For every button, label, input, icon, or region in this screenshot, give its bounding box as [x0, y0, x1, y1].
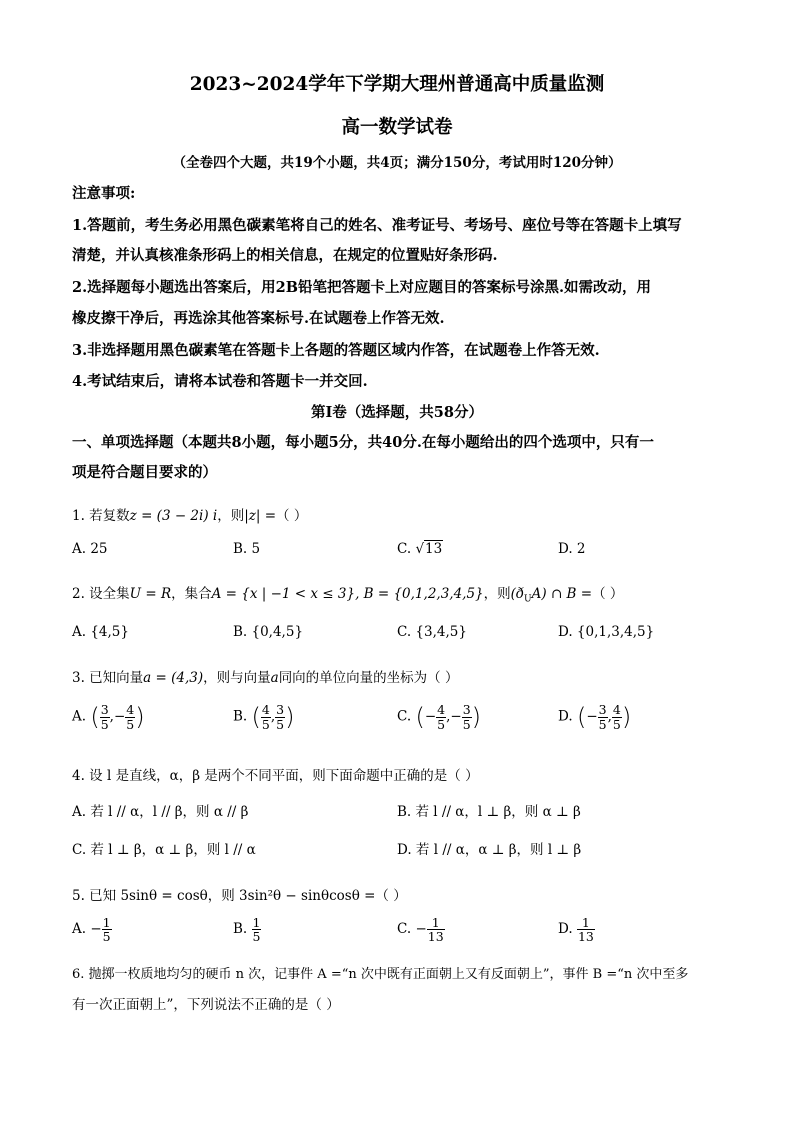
fraction [427, 916, 445, 943]
q5-option-a [72, 916, 112, 943]
numerator: 3 [462, 702, 471, 718]
numerator: 1 [427, 916, 445, 930]
fraction [275, 703, 285, 730]
denominator: 5 [462, 716, 471, 732]
q3-option-label: D. [558, 708, 573, 725]
q3-option-label: C. [397, 708, 412, 725]
q1-option-c-sqrt: 13 [425, 541, 443, 557]
numerator: 1 [252, 915, 261, 930]
q2-mid1: ，集合 [171, 586, 212, 602]
q2-option-c: C. {3,4,5} [397, 624, 467, 640]
q2-suffix: （ ） [592, 586, 624, 602]
q3-mid: ，则与向量 [203, 670, 271, 686]
section-heading: 一、单项选择题（本题共8小题，每小题5分，共40分.在每小题给出的四个选项中，只有一 [72, 434, 654, 451]
q3-option-label: A. [72, 708, 87, 725]
fraction [462, 703, 472, 730]
denominator: 13 [577, 929, 594, 945]
q3-sign: − [586, 708, 598, 725]
note-line: 橡皮擦干净后，再选涂其他答案标号.在试题卷上作答无效. [72, 310, 445, 327]
q4-option-d: D. 若 l // α，α ⊥ β，则 l ⊥ β [397, 842, 582, 858]
denominator: 5 [612, 716, 621, 732]
q1-option-b: B. 5 [233, 541, 261, 557]
note-line: 4.考试结束后，请将本试卷和答题卡一并交回. [72, 373, 368, 390]
q5-option-label: C. [397, 921, 412, 938]
note-line: 1.答题前，考生务必用黑色碳素笔将自己的姓名、准考证号、考场号、座位号等在答题卡上填写 [72, 217, 682, 234]
q5-option-label: A. [72, 921, 87, 938]
right-paren: ) [471, 703, 482, 731]
q1-option-c: C. √13 [397, 541, 443, 557]
question-6-cont: 有一次正面朝上”，下列说法不正确的是（ ） [72, 997, 340, 1013]
question-6: 6. 抛掷一枚质地均匀的硬币 n 次，记事件 A =“n 次中既有正面朝上又有反面朝上”，事件 B =“n 次中至多 [72, 967, 689, 982]
denominator: 13 [427, 929, 444, 945]
note-line: 清楚，并认真核准条形码上的相关信息，在规定的位置贴好条形码. [72, 247, 498, 264]
q1-option-d: D. 2 [558, 541, 586, 557]
q1-prefix: 1. 若复数 [72, 508, 130, 524]
numerator: 3 [100, 702, 109, 718]
numerator: 1 [577, 916, 595, 930]
fraction [100, 703, 110, 730]
q3-option-b: B. ( $\frac{4}{5}$ , $\frac{3}{5}$ ) [233, 702, 295, 732]
q4-option-a: A. 若 l // α，l // β，则 α // β [72, 804, 249, 820]
q5-option-c [397, 916, 445, 943]
q1-expr: z = (3 − 2i) i [129, 508, 218, 524]
numerator: 3 [276, 702, 285, 718]
fraction [252, 916, 262, 943]
q4-option-b: B. 若 l // α，l ⊥ β，则 α ⊥ β [397, 804, 581, 820]
q5-option-d [558, 916, 595, 943]
question-4: 4. 设 l 是直线，α，β 是两个不同平面，则下面命题中正确的是（ ） [72, 768, 479, 784]
numerator: 1 [102, 915, 111, 930]
fraction [261, 703, 271, 730]
question-2 [72, 582, 623, 605]
note-line: 2.选择题每小题选出答案后，用2B铅笔把答题卡上对应题目的答案标号涂黑.如需改动，用 [72, 279, 652, 296]
question-5: 5. 已知 5sinθ = cosθ，则 3sin²θ − sinθcosθ =（ ） [72, 888, 407, 904]
denominator: 5 [126, 716, 135, 732]
fraction [125, 703, 135, 730]
notes-heading: 注意事项: [72, 185, 136, 202]
q3-sign: − [113, 708, 126, 725]
denominator: 5 [100, 716, 109, 732]
numerator: 4 [261, 702, 270, 718]
denominator: 5 [252, 929, 261, 945]
q2-expr3-rest: A) ∩ B = [531, 586, 593, 602]
denominator: 5 [276, 716, 285, 732]
part-title: 第Ⅰ卷（选择题，共58分） [311, 404, 483, 421]
fraction [577, 916, 595, 943]
exam-title: 2023~2024学年下学期大理州普通高中质量监测 [189, 74, 605, 95]
q3-expr: a = (4,3) [143, 670, 204, 686]
q3-option-label: B. [233, 708, 248, 725]
q5-sign: − [90, 921, 102, 938]
q2-mid2: ，则 [483, 586, 511, 602]
exam-subtitle: 高一数学试卷 [341, 117, 453, 138]
q3-sign: − [424, 708, 437, 725]
q4-option-c: C. 若 l ⊥ β，α ⊥ β，则 l // α [72, 842, 256, 858]
left-paren: ( [90, 703, 100, 731]
q2-expr1: U = R [129, 586, 172, 602]
fraction [612, 703, 622, 730]
right-paren: ) [621, 703, 632, 731]
numerator: 3 [598, 702, 607, 718]
q2-expr2: A = {x | −1 < x ≤ 3}, B = {0,1,2,3,4,5} [211, 586, 484, 602]
q5-option-label: D. [558, 921, 573, 938]
right-paren: ) [135, 703, 145, 731]
q2-prefix: 2. 设全集 [72, 586, 130, 602]
q1-option-c-label: C. [397, 541, 416, 557]
q1-mid: ，则 [217, 508, 245, 524]
denominator: 5 [598, 716, 607, 732]
q1-suffix: （ ） [276, 508, 308, 524]
left-paren: ( [415, 703, 425, 731]
q2-option-d: D. {0,1,3,4,5} [558, 624, 655, 640]
q1-option-a: A. 25 [72, 541, 108, 557]
fraction [102, 916, 112, 943]
q3-expr2: a [270, 670, 279, 686]
numerator: 4 [437, 702, 446, 718]
q2-option-b: B. {0,4,5} [233, 624, 304, 640]
exam-info: （全卷四个大题，共19个小题，共4页；满分150分，考试用时120分钟） [172, 155, 622, 171]
q1-expr2: |z| = [244, 508, 277, 524]
left-paren: ( [251, 703, 261, 731]
numerator: 4 [612, 702, 621, 718]
fraction [598, 703, 608, 730]
q3-prefix: 3. 已知向量 [72, 670, 144, 686]
q3-suffix: 同向的单位向量的坐标为（ ） [278, 670, 459, 686]
q5-sign: − [415, 921, 427, 938]
numerator: 4 [126, 702, 135, 718]
q2-expr3-sub: U [524, 594, 532, 605]
q3-option-d: D. (− $\frac{3}{5}$ , $\frac{4}{5}$ ) [558, 702, 632, 732]
q2-option-a: A. {4,5} [72, 624, 129, 640]
note-line: 3.非选择题用黑色碳素笔在答题卡上各题的答题区域内作答，在试题卷上作答无效. [72, 342, 600, 359]
denominator: 5 [261, 716, 270, 732]
right-paren: ) [285, 703, 295, 731]
question-3 [72, 666, 458, 686]
q3-option-a: A. ( $\frac{3}{5}$ ,− $\frac{4}{5}$ ) [72, 702, 145, 732]
q3-option-c: C. (− $\frac{4}{5}$ ,− $\frac{3}{5}$ ) [397, 702, 482, 732]
q5-option-label: B. [233, 921, 248, 938]
left-paren: ( [576, 703, 587, 731]
denominator: 5 [437, 716, 446, 732]
q2-expr3: (ð [510, 586, 525, 602]
fraction [436, 703, 446, 730]
section-heading-cont: 项是符合题目要求的） [72, 464, 217, 481]
denominator: 5 [102, 929, 111, 945]
q5-option-b [233, 916, 261, 943]
question-1 [72, 504, 307, 524]
q3-sign: − [450, 708, 462, 725]
